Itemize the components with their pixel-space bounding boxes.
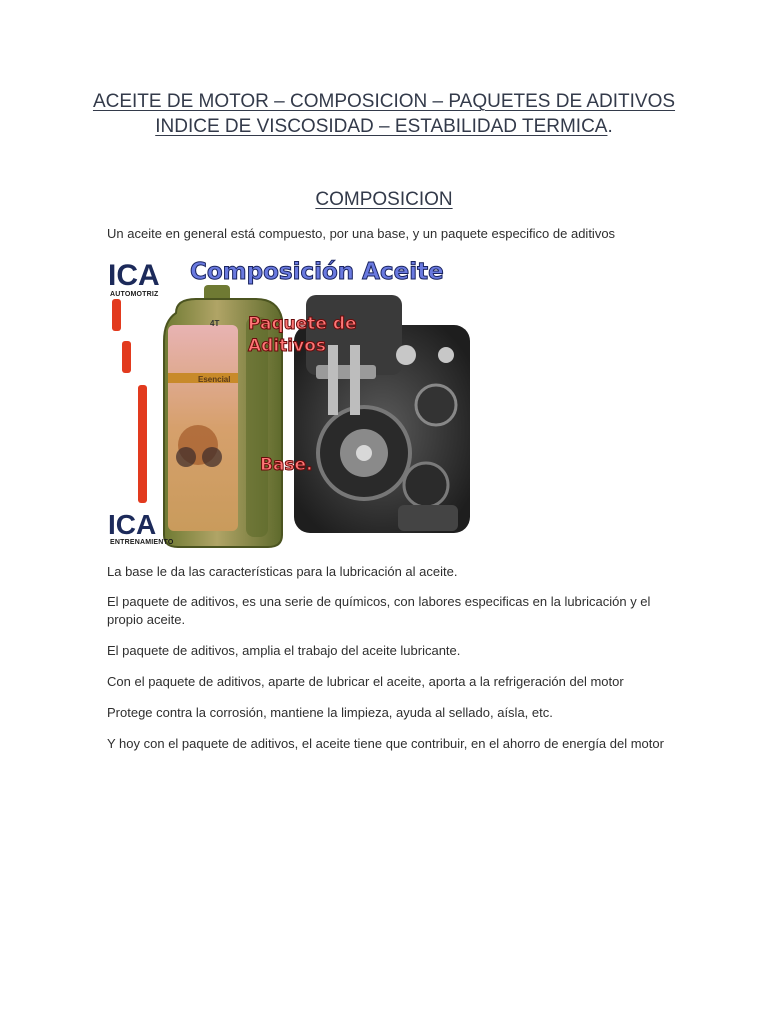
ica-logo-bottom-subtitle: ENTRENAMIENTO <box>110 539 174 546</box>
logo-accent-bar-2 <box>122 341 131 373</box>
section-heading: COMPOSICION <box>315 189 453 210</box>
title-line-2-suffix: . <box>607 116 613 137</box>
bottle-label-esencial: Esencial <box>198 375 231 384</box>
figure-label-additives-line2: Aditivos <box>248 336 326 356</box>
ica-logo-bottom: ICA <box>108 509 157 540</box>
oil-composition-figure <box>106 255 478 551</box>
paragraph-5: Protege contra la corrosión, mantiene la limpieza, ayuda al sellado, aísla, etc. <box>107 705 553 720</box>
paragraph-3: El paquete de aditivos, amplia el trabajo del aceite lubricante. <box>107 643 461 658</box>
ica-logo-top-subtitle: AUTOMOTRIZ <box>110 291 159 298</box>
figure-label-additives <box>248 313 357 357</box>
figure-label-additives-line1: Paquete de <box>248 314 357 334</box>
intro-paragraph: Un aceite en general está compuesto, por una base, y un paquete especifico de aditivos <box>107 226 616 241</box>
figure-label-base: Base. <box>260 455 313 475</box>
title-line-1-text: ACEITE DE MOTOR – COMPOSICION – PAQUETES DE ADITIVOS <box>92 91 676 112</box>
title-line-2-text: INDICE DE VISCOSIDAD – ESTABILIDAD TERMICA <box>155 116 608 137</box>
figure-title: Composición Aceite <box>190 259 444 285</box>
document-title-line-2 <box>60 114 708 139</box>
paragraph-1: La base le da las características para la lubricación al aceite. <box>107 564 458 579</box>
paragraph-4: Con el paquete de aditivos, aparte de lubricar el aceite, aporta a la refrigeración del motor <box>107 674 624 689</box>
paragraph-6: Y hoy con el paquete de aditivos, el aceite tiene que contribuir, en el ahorro de energía del motor <box>107 736 664 751</box>
logo-accent-bar-1 <box>112 299 121 331</box>
paragraph-2: El paquete de aditivos, es una serie de químicos, con labores especificas en la lubricación y el propio aceite. <box>107 594 651 627</box>
logo-accent-bar-3 <box>138 385 147 503</box>
document-title-line-1 <box>60 89 708 114</box>
bottle-label-4t: 4T <box>210 319 220 328</box>
figure-illustration <box>106 255 478 551</box>
ica-logo-top: ICA <box>108 259 160 292</box>
